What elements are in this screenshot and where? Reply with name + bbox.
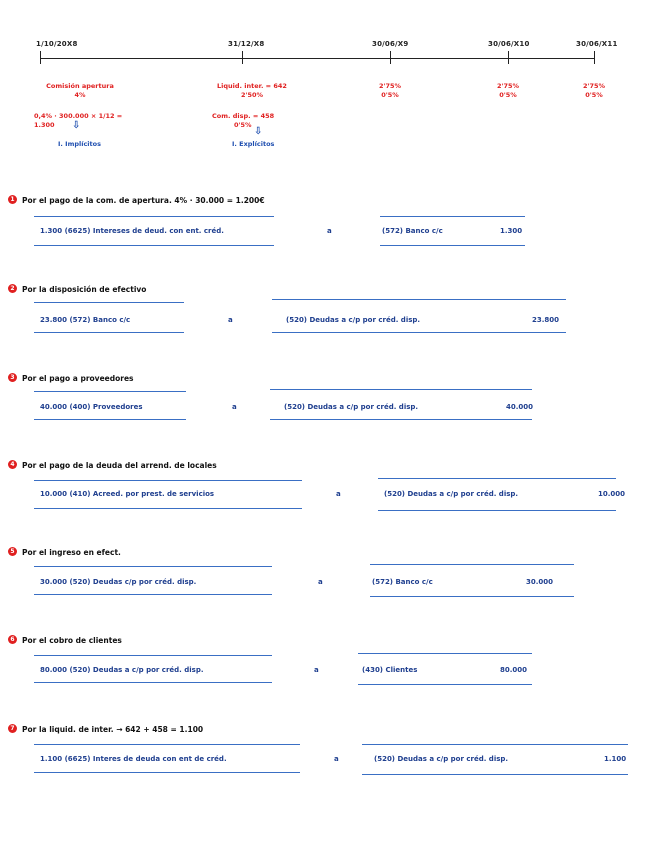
- entry-title: Por el pago de la com. de apertura. 4% · 30.000 = 1.200€: [22, 196, 265, 205]
- credit-account: (520) Deudas a c/p por créd. disp.: [374, 755, 509, 763]
- red-note: [574, 82, 614, 100]
- a-separator: a: [318, 578, 323, 586]
- entry-title: Por el pago de la deuda del arrend. de locales: [22, 461, 217, 470]
- rule-line: [34, 245, 274, 246]
- credit-account: (520) Deudas a c/p por créd. disp.: [384, 490, 519, 498]
- a-separator: a: [327, 227, 332, 235]
- rule-line: [34, 391, 186, 392]
- calc-note-line: 0'5%: [234, 121, 252, 129]
- rule-line: [34, 480, 302, 481]
- rule-line: [34, 302, 184, 303]
- credit-amount: 23.800: [532, 316, 560, 324]
- timeline-date: 30/06/X9: [372, 40, 409, 48]
- timeline-tick: [242, 51, 243, 64]
- rule-line: [362, 774, 628, 775]
- credit-amount: 1.300: [500, 227, 523, 235]
- credit-amount: 40.000: [506, 403, 534, 411]
- rule-line: [378, 478, 616, 479]
- rule-line: [34, 419, 186, 420]
- credit-account: (520) Deudas a c/p por créd. disp.: [286, 316, 421, 324]
- red-note: [488, 82, 528, 100]
- red-note-line: Comisión apertura: [46, 82, 114, 90]
- credit-amount: 10.000: [598, 490, 626, 498]
- credit-amount: 1.100: [604, 755, 627, 763]
- a-separator: a: [336, 490, 341, 498]
- rule-line: [270, 389, 532, 390]
- timeline-date: 1/10/20X8: [36, 40, 78, 48]
- timeline-axis: [40, 58, 595, 59]
- red-note: [212, 82, 292, 100]
- implicit-tag: I. Implícitos: [58, 140, 101, 148]
- credit-account: (572) Banco c/c: [382, 227, 443, 235]
- red-note-line: Liquid. inter. = 642: [217, 82, 287, 90]
- entry-title: Por la liquid. de inter. → 642 + 458 = 1.100: [22, 725, 204, 734]
- a-separator: a: [228, 316, 233, 324]
- debit-line: 40.000 (400) Proveedores: [40, 403, 143, 411]
- rule-line: [34, 655, 272, 656]
- red-note-line: 0'5%: [381, 91, 399, 99]
- credit-amount: 30.000: [526, 578, 554, 586]
- debit-line: 1.300 (6625) Intereses de deud. con ent. créd.: [40, 227, 224, 235]
- rule-line: [34, 594, 272, 595]
- entry-number-badge: 4: [8, 460, 17, 469]
- entry-number-badge: 3: [8, 373, 17, 382]
- timeline-tick: [508, 51, 509, 64]
- entry-title: Por el cobro de clientes: [22, 636, 122, 645]
- rule-line: [380, 245, 525, 246]
- red-note-line: 2'75%: [378, 82, 402, 90]
- red-note-line: 0'5%: [585, 91, 603, 99]
- rule-line: [34, 772, 300, 773]
- debit-line: 10.000 (410) Acreed. por prest. de servicios: [40, 490, 215, 498]
- red-note-line: 2'75%: [582, 82, 606, 90]
- a-separator: a: [314, 666, 319, 674]
- rule-line: [270, 419, 532, 420]
- red-note: [30, 82, 130, 100]
- entry-title: Por la disposición de efectivo: [22, 285, 147, 294]
- rule-line: [370, 596, 574, 597]
- calc-note-line: Com. disp. = 458: [212, 112, 275, 120]
- credit-amount: 80.000: [500, 666, 528, 674]
- down-arrow-icon: ⇩: [254, 126, 263, 137]
- debit-line: 80.000 (520) Deudas a c/p por créd. disp.: [40, 666, 204, 674]
- entry-title: Por el ingreso en efect.: [22, 548, 121, 557]
- entry-number-badge: 1: [8, 195, 17, 204]
- credit-account: (520) Deudas a c/p por créd. disp.: [284, 403, 419, 411]
- entry-number-badge: 2: [8, 284, 17, 293]
- credit-account: (572) Banco c/c: [372, 578, 433, 586]
- debit-line: 23.800 (572) Banco c/c: [40, 316, 131, 324]
- rule-line: [34, 508, 302, 509]
- timeline-date: 31/12/X8: [228, 40, 265, 48]
- debit-line: 1.100 (6625) Interes de deuda con ent de créd.: [40, 755, 227, 763]
- calc-note: 0,4% · 300.000 × 1/12 = 1.300: [34, 112, 123, 129]
- red-note: [370, 82, 410, 100]
- entry-number-badge: 6: [8, 635, 17, 644]
- entry-number-badge: 5: [8, 547, 17, 556]
- rule-line: [370, 564, 574, 565]
- debit-line: 30.000 (520) Deudas c/p por créd. disp.: [40, 578, 197, 586]
- rule-line: [34, 744, 300, 745]
- a-separator: a: [232, 403, 237, 411]
- timeline-tick: [390, 51, 391, 64]
- red-note-line: 0'5%: [499, 91, 517, 99]
- credit-account: (430) Clientes: [362, 666, 418, 674]
- timeline-date: 30/06/X10: [488, 40, 530, 48]
- rule-line: [34, 332, 184, 333]
- a-separator: a: [334, 755, 339, 763]
- explicit-tag: I. Explícitos: [232, 140, 275, 148]
- rule-line: [272, 332, 566, 333]
- entry-number-badge: 7: [8, 724, 17, 733]
- rule-line: [362, 744, 628, 745]
- timeline-tick: [40, 51, 41, 64]
- rule-line: [34, 566, 272, 567]
- timeline-date: 30/06/X11: [576, 40, 618, 48]
- rule-line: [380, 216, 525, 217]
- rule-line: [34, 682, 272, 683]
- rule-line: [358, 653, 532, 654]
- rule-line: [358, 684, 532, 685]
- rule-line: [272, 299, 566, 300]
- rule-line: [34, 216, 274, 217]
- rule-line: [378, 510, 616, 511]
- red-note-line: 4%: [74, 91, 86, 99]
- red-note-line: 2'75%: [496, 82, 520, 90]
- down-arrow-icon: ⇩: [72, 120, 81, 131]
- red-note-line: 2'50%: [240, 91, 264, 99]
- entry-title: Por el pago a proveedores: [22, 374, 134, 383]
- timeline-tick: [594, 51, 595, 64]
